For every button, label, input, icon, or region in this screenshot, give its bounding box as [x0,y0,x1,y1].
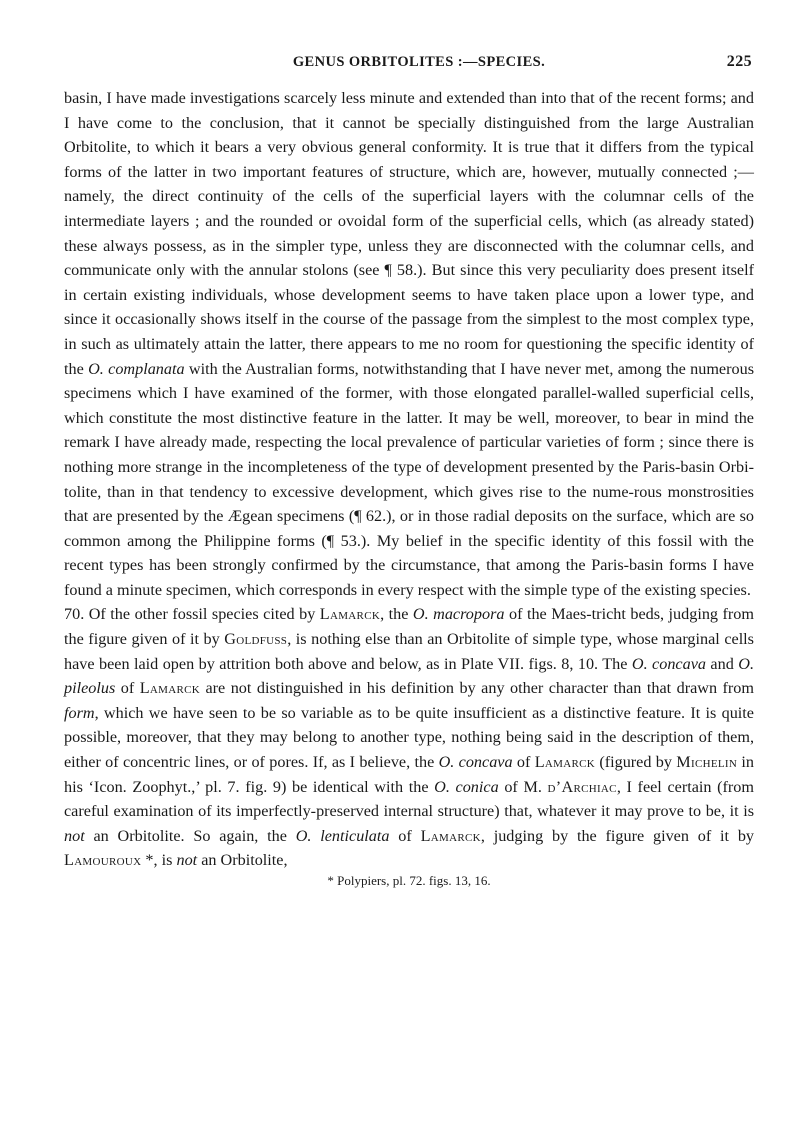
text-run: of M. [498,777,548,796]
text-run: of the Maes-tricht beds, judging from the figure given of it by [64,605,754,649]
text-run: and [705,654,739,673]
author-name: Lamarck [534,753,595,772]
species-name: O. lenticulata [295,826,390,845]
text-run: an Orbitolite. So again, the [84,826,296,845]
species-name: O. conica [434,777,499,796]
text-run: *, is [141,851,177,870]
page-number: 225 [726,53,752,70]
species-name: O. concava [631,654,706,673]
species-name: O. concava [438,753,513,772]
text-run: of [512,753,535,772]
running-title: GENUS ORBITOLITES :—SPECIES. [292,54,546,70]
text-run: basin, I have made investigations scarcely less minute and extended than into that of the recent forms; and I have come to the conclusion, that it cannot be specially distinguished from the large Australian Orbitolite, to which it bears a very obvious general conformity. It is true that it differs from the typical forms of the latter in two important features of structure, which are, however, mutually connected ;— namely, the direct continuity of the cells of the superficial layers with the columnar cells of the intermediate layers ; and the rounded or ovoidal form of the superficial cells, which (as already stated) these always possess, as in the simpler type, unless they are disconnected with the columnar cells, and communicate only with the annular stolons (see ¶ 58.). But since this very peculiarity does present itself in certain existing individuals, whose development seems to have taken place upon a lower type, and since it occasionally shows itself in the course of the passage from the simplest to the most complex type, in such as ultimately attain the latter, there appears to me no room for questioning the specific identity of the [64,89,754,378]
emphasis: form [64,703,95,722]
paragraph-continuation [64,86,754,602]
author-name: Goldfuss [224,630,288,649]
author-name: Lamarck [319,605,381,624]
author-name: Michelin [676,753,738,772]
paragraph-70 [64,602,754,873]
text-run: , is nothing else than an Orbitolite of simple type, whose marginal cells have been laid open by attrition both above and below, as in Plate VII. figs. 8, 10. The [64,630,754,673]
text-run: with the Australian forms, notwithstanding that I have never met, among the numerous specimens which I have examined of the former, with those elongated parallel-walled superficial cells, which constitute the most distinctive feature in the latter. It may be well, moreover, to bear in mind the remark I have already made, respecting the local prevalence of particular varieties of form ; since there is nothing more strange in the incompleteness of the type of development presented by the Paris-basin Orbi-tolite, than in that tendency to excessive development, which gives rise to the nume-rous monstrosities that are presented by the Ægean specimens (¶ 62.), or in those radial deposits on the surface, which are so common among the Philippine forms (¶ 53.). My belief in the specific identity of this fossil with the recent types has been strongly confirmed by the circumstance, that among the Paris-basin forms I have found a minute specimen, which corresponds in every respect with the simple type of the existing species. [64,359,754,599]
text-run: 70. Of the other fossil species cited by [64,605,320,624]
emphasis: not [64,826,85,845]
author-name: Lamarck [139,679,200,698]
text-run: , the [380,605,413,624]
text-run: of [115,679,140,698]
running-head [64,54,754,76]
text-run: (figured by [595,753,677,772]
author-name: Lamouroux [64,851,142,870]
text-run: , judging by the figure given of it by [480,826,755,845]
footnote: * Polypiers, pl. 72. figs. 13, 16. [327,873,491,888]
species-name: O. macropora [412,605,505,624]
text-run: , I feel certain (from careful examination of its imperfectly-preserved internal structure) that, whatever it may prove to be, it is [64,777,754,821]
emphasis: not [176,851,198,870]
book-page [64,54,754,889]
species-name: O. complanata [88,359,185,378]
text-run: an Orbitolite, [197,851,288,870]
text-run: in his ‘Icon. Zoophyt.,’ pl. 7. fig. 9) be identical with the [64,753,755,796]
text-run: are not distinguished in his definition by any other character than that drawn from [199,679,754,698]
species-name: O. pileolus [64,654,754,698]
text-run: , which we have seen to be so variable as to be quite insufficient as a distinctive feature. It is quite possible, moreover, that they may belong to another type, nothing being said in the description of them, either of concentric lines, or of pores. If, as I believe, the [64,703,754,772]
body-text [64,86,754,873]
author-name: d’Archiac [547,777,617,796]
author-name: Lamarck [420,826,481,845]
text-run: of [389,826,421,845]
